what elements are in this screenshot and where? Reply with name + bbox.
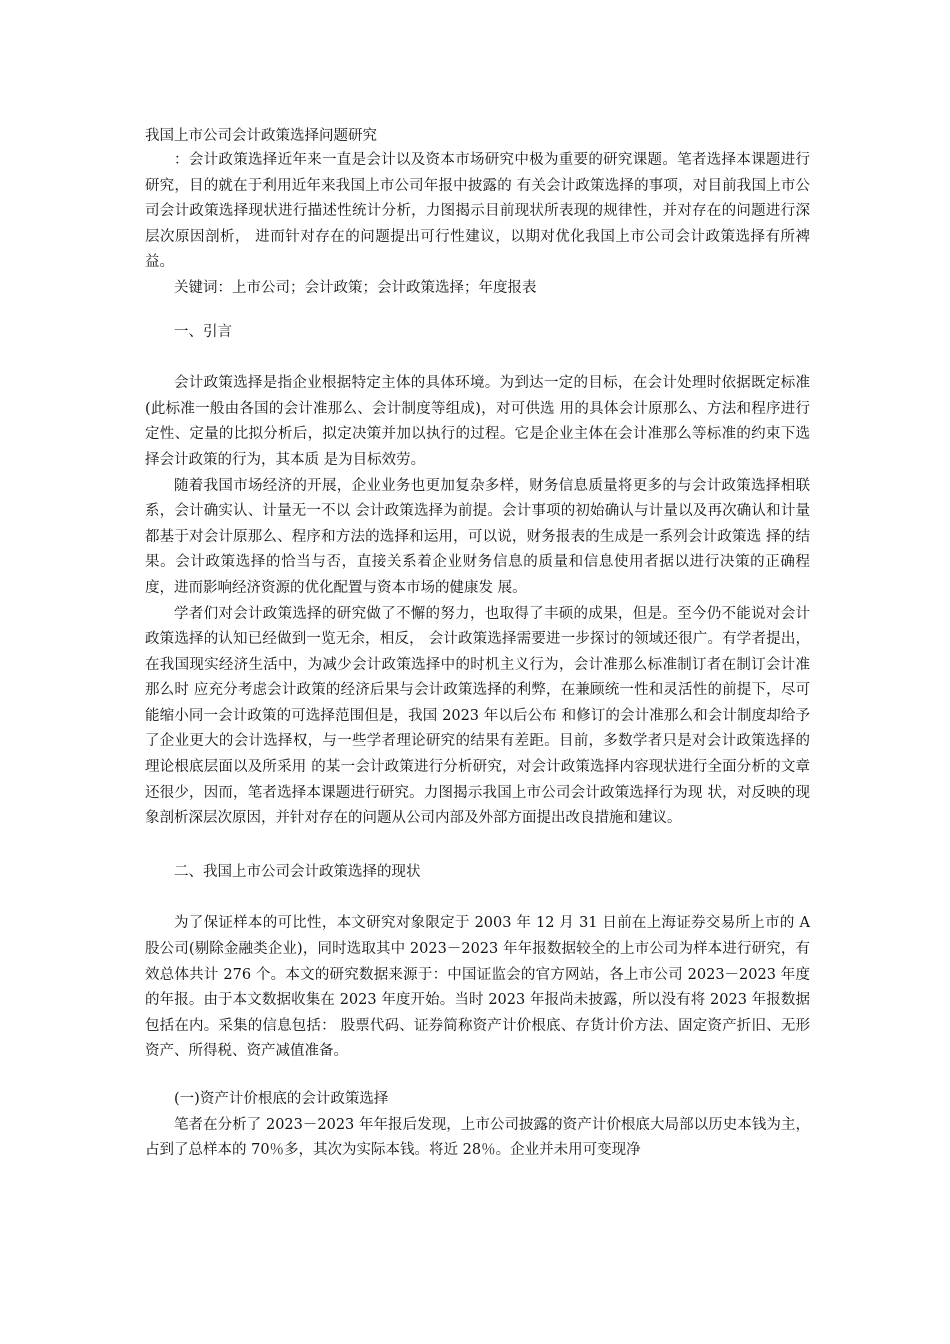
- subsection-heading-asset-valuation: (一)资产计价根底的会计政策选择: [174, 1091, 389, 1107]
- body-paragraph: 会计政策选择是指企业根据特定主体的具体环境。为到达一定的目标，在会计处理时依据既定标准(此标准一般由各国的会计准那么、会计制度等组成)，对可供选 用的具体会计原那么、方法和程序进行定性、定量的比拟分析后，拟定决策并加以执行的过程。它是企业主体在会计准那么等标准的约束下选择会计政策的行为，其本质 是为目标效劳。: [145, 375, 810, 468]
- body-paragraph: 随着我国市场经济的开展，企业业务也更加复杂多样，财务信息质量将更多的与会计政策选择相联系，会计确实认、计量无一不以 会计政策选择为前提。会计事项的初始确认与计量以及再次确认和计量都基于对会计原那么、程序和方法的选择和运用，可以说，财务报表的生成是一系列会计政策选 择的结果。会计政策选择的恰当与否，直接关系着企业财务信息的质量和信息使用者据以进行决策的正确程度，进而影响经济资源的优化配置与资本市场的健康发 展。: [145, 477, 810, 596]
- section-heading-introduction: 一、引言: [174, 323, 232, 340]
- body-paragraph: 为了保证样本的可比性，本文研究对象限定于 2003 年 12 月 31 日前在上海证券交易所上市的 A 股公司(剔除金融类企业)，同时选取其中 2023－2023 年年报数据较全的上市公司为样本进行研究，有效总体共计 276 个。本文的研究数据来源于：中国证监会的官方网站，各上市公司 2023－2023 年度的年报。由于本文数据收集在 2023 年度开始。当时 2023 年报尚未披露，所以没有将 2023 年报数据包括在内。采集的信息包括： 股票代码、证券简称资产计价根底、存货计价方法、固定资产折旧、无形资产、所得税、资产减值准备。: [145, 915, 810, 1060]
- abstract-paragraph: ：会计政策选择近年来一直是会计以及资本市场研究中极为重要的研究课题。笔者选择本课题进行研究，目的就在于利用近年来我国上市公司年报中披露的 有关会计政策选择的事项，对目前我国上市公司会计政策选择现状进行描述性统计分析，力图揭示目前现状所表现的规律性，并对存在的问题进行深层次原因剖析， 进而针对存在的问题提出可行性建议，以期对优化我国上市公司会计政策选择有所裨益。: [145, 152, 810, 271]
- body-paragraph: 笔者在分析了 2023－2023 年年报后发现，上市公司披露的资产计价根底大局部以历史本钱为主，占到了总样本的 70％多，其次为实际本钱。将近 28％。企业并未用可变现净: [145, 1116, 810, 1159]
- body-paragraph: 学者们对会计政策选择的研究做了不懈的努力，也取得了丰硕的成果，但是。至今仍不能说对会计政策选择的认知已经做到一览无余，相反， 会计政策选择需要进一步探讨的领域还很广。有学者提出，在我国现实经济生活中，为减少会计政策选择中的时机主义行为，会计准那么标准制订者在制订会计准那么时 应充分考虑会计政策的经济后果与会计政策选择的利弊，在兼顾统一性和灵活性的前提下，尽可能缩小同一会计政策的可选择范围但是，我国 2023 年以后公布 和修订的会计准那么和会计制度却给予了企业更大的会计选择权，与一些学者理论研究的结果有差距。目前，多数学者只是对会计政策选择的理论根底层面以及所采用 的某一会计政策进行分析研究，对会计政策选择内容现状进行全面分析的文章还很少，因而，笔者选择本课题进行研究。力图揭示我国上市公司会计政策选择行为现 状，对反映的现象剖析深层次原因，并针对存在的问题从公司内部及外部方面提出改良措施和建议。: [145, 605, 810, 827]
- document-title: 我国上市公司会计政策选择问题研究: [145, 128, 377, 144]
- document-page: [145, 124, 810, 1164]
- keywords-line: 关键词：上市公司；会计政策；会计政策选择；年度报表: [174, 279, 537, 296]
- section-heading-status: 二、我国上市公司会计政策选择的现状: [174, 863, 421, 880]
